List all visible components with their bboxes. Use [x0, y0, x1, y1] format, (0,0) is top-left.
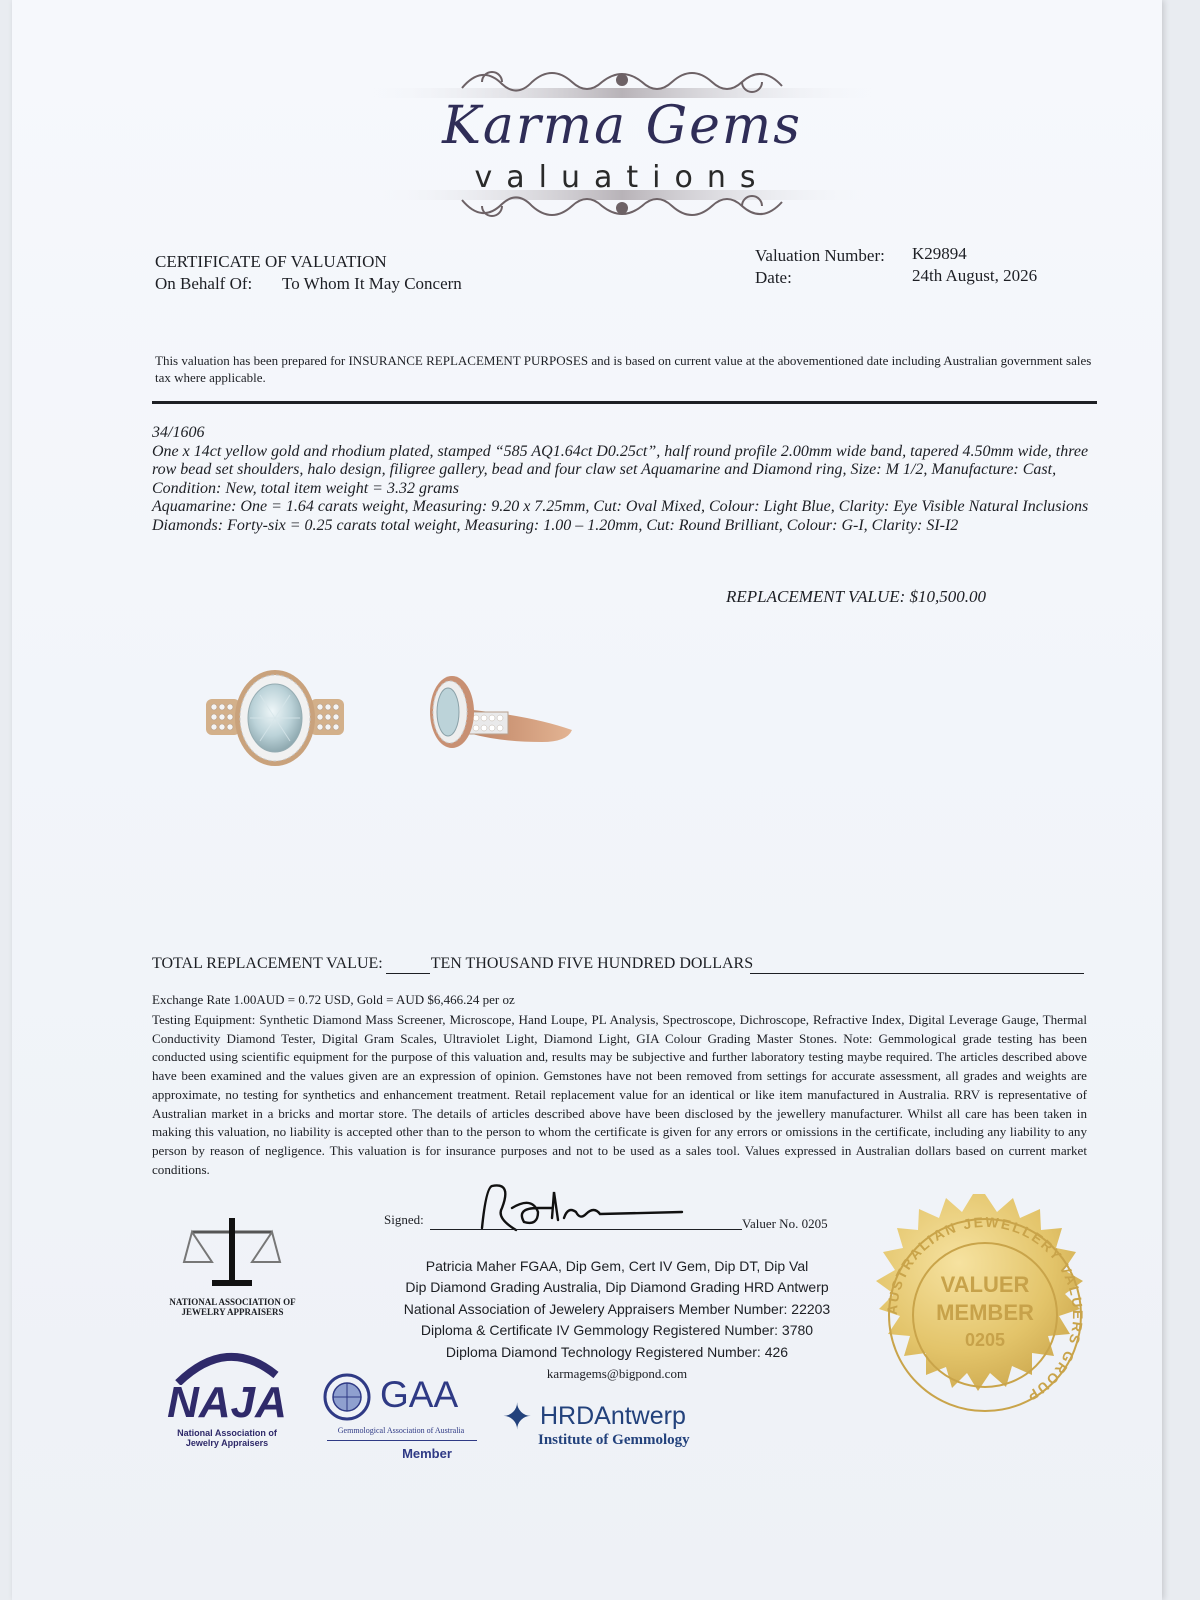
seal-number: 0205 [964, 1330, 1006, 1350]
naja-logo-caption: National Association of Jewelry Appraisers [177, 1428, 277, 1448]
testing-notes: Testing Equipment: Synthetic Diamond Mass Screener, Microscope, Hand Loupe, PL Analysis, Spectroscope, Dichroscope, Refractive Index, Digital Leverage Gauge, Thermal Conductivity Diamond Tester, Digital Gram Scales, Ultraviolet Light, Diamond Light, GIA Colour Grading Master Stones. Note: Gemmological grade testing has been conducted using scientific equipment for the purpose of this valuation and, results may be subjective and further laboratory testing maybe required. The articles described above have been examined and the values given are an expression of opinion. Gemstones have not been removed from settings for accurate assessment, all grades and weights are approximate, no testing for synthetics and enhancement treatment. Retail replacement value for an identical or like item manufactured in Australia. RRV is representative of Australian market in a bricks and mortar store. The details of articles described above have been disclosed by the jewellery manufacturer. Whilst all care has been taken in making this valuation, no liability is accepted other than to the person to whom the certificate is given for any errors or omissions in the certificate, including any liability to any person by reason of negligence. This valuation is for insurance purposes and not to be used as a sales tool. Values expressed in Australian dollars based on current market conditions. [152, 1012, 1087, 1177]
logo-script-text: Karma Gems [442, 96, 802, 156]
total-underline-left [386, 973, 430, 974]
total-replacement [152, 955, 753, 973]
certificate-page [12, 0, 1162, 1600]
hrd-star-icon: ✦ [502, 1397, 533, 1438]
credential-line: Diploma & Certificate IV Gemmology Registered Number: 3780 [420, 1322, 814, 1339]
email-address: karmagems@bigpond.com [546, 1366, 688, 1381]
total-underline-right [750, 973, 1084, 974]
credential-line: Dip Diamond Grading Australia, Dip Diamond Grading HRD Antwerp [405, 1279, 829, 1296]
valuer-number: Valuer No. 0205 [742, 1216, 828, 1231]
total-label: TOTAL REPLACEMENT VALUE: [152, 955, 383, 972]
naja-logo-text: NAJA [167, 1378, 287, 1427]
scale-icon [182, 1210, 282, 1295]
logo-subtitle: valuations [474, 160, 770, 195]
valuer-member-seal [860, 1190, 1110, 1440]
item-details: One x 14ct yellow gold and rhodium plated, stamped “585 AQ1.64ct D0.25ct”, half round profile 2.00mm wide band, tapered 4.50mm wide, three row bead set shoulders, halo design, filigree gallery, bead and four claw set Aquamarine and Diamond ring, Size: M 1/2, Manufacture: Cast, Condition: New, total item weight = 3.32 grams [152, 442, 1089, 497]
valuation-number: K29894 [912, 244, 967, 263]
diamond-details: Diamonds: Forty-six = 0.25 carats total weight, Measuring: 1.00 – 1.20mm, Cut: Round Brilliant, Colour: G-I, Clarity: SI-I2 [152, 516, 959, 534]
on-behalf-label: On Behalf Of: [155, 274, 253, 293]
credential-line: National Association of Jewelery Appraisers Member Number: 22203 [403, 1300, 831, 1317]
gaa-globe-icon [322, 1372, 372, 1422]
ring-side-photo [422, 672, 582, 772]
naja-scale-caption: NATIONAL ASSOCIATION OF JEWELRY APPRAISERS [169, 1297, 296, 1317]
gaa-logo-text: GAA [380, 1374, 459, 1415]
credential-line: Diploma Diamond Technology Registered Number: 426 [445, 1343, 789, 1360]
credential-line: Patricia Maher FGAA, Dip Gem, Cert IV Gem, Dip DT, Dip Val [425, 1258, 809, 1274]
item-description [152, 424, 1092, 535]
gaa-divider [327, 1440, 477, 1441]
date-label: Date: [755, 268, 792, 287]
signed-label: Signed: [384, 1212, 424, 1227]
on-behalf-value: To Whom It May Concern [282, 274, 462, 293]
item-code: 34/1606 [152, 424, 205, 441]
valuer-credentials [362, 1256, 872, 1363]
gaa-logo-caption: Gemmological Association of Australia [337, 1426, 465, 1435]
seal-ring-textpath: AUSTRALIAN JEWELLERY VALUERS GROUP [883, 1213, 1087, 1405]
replacement-value: REPLACEMENT VALUE: $10,500.00 [726, 587, 987, 606]
seal-line1: VALUER [940, 1272, 1030, 1297]
exchange-rate: Exchange Rate 1.00AUD = 0.72 USD, Gold = AUD $6,466.24 per oz [152, 992, 515, 1007]
valuation-number-label: Valuation Number: [755, 246, 885, 265]
gaa-member-label: Member [402, 1446, 452, 1461]
hrd-logo-caption: Institute of Gemmology [538, 1432, 690, 1448]
ring-front-photo [200, 665, 350, 775]
aquamarine-details: Aquamarine: One = 1.64 carats weight, Measuring: 9.20 x 7.25mm, Cut: Oval Mixed, Colour: Light Blue, Clarity: Eye Visible Natural Inclusions [152, 498, 1089, 515]
total-words: TEN THOUSAND FIVE HUNDRED DOLLARS [430, 955, 754, 972]
date-value: 24th August, 2026 [912, 266, 1038, 285]
signature-line [430, 1229, 742, 1230]
hrd-logo-text: HRDAntwerp [540, 1402, 686, 1430]
seal-line2: MEMBER [936, 1300, 1034, 1325]
divider [152, 401, 1097, 404]
certificate-title: CERTIFICATE OF VALUATION [155, 252, 387, 271]
purpose-statement: This valuation has been prepared for INSURANCE REPLACEMENT PURPOSES and is based on current value at the abovementioned date including Australian government sales tax where applicable. [155, 353, 1092, 385]
